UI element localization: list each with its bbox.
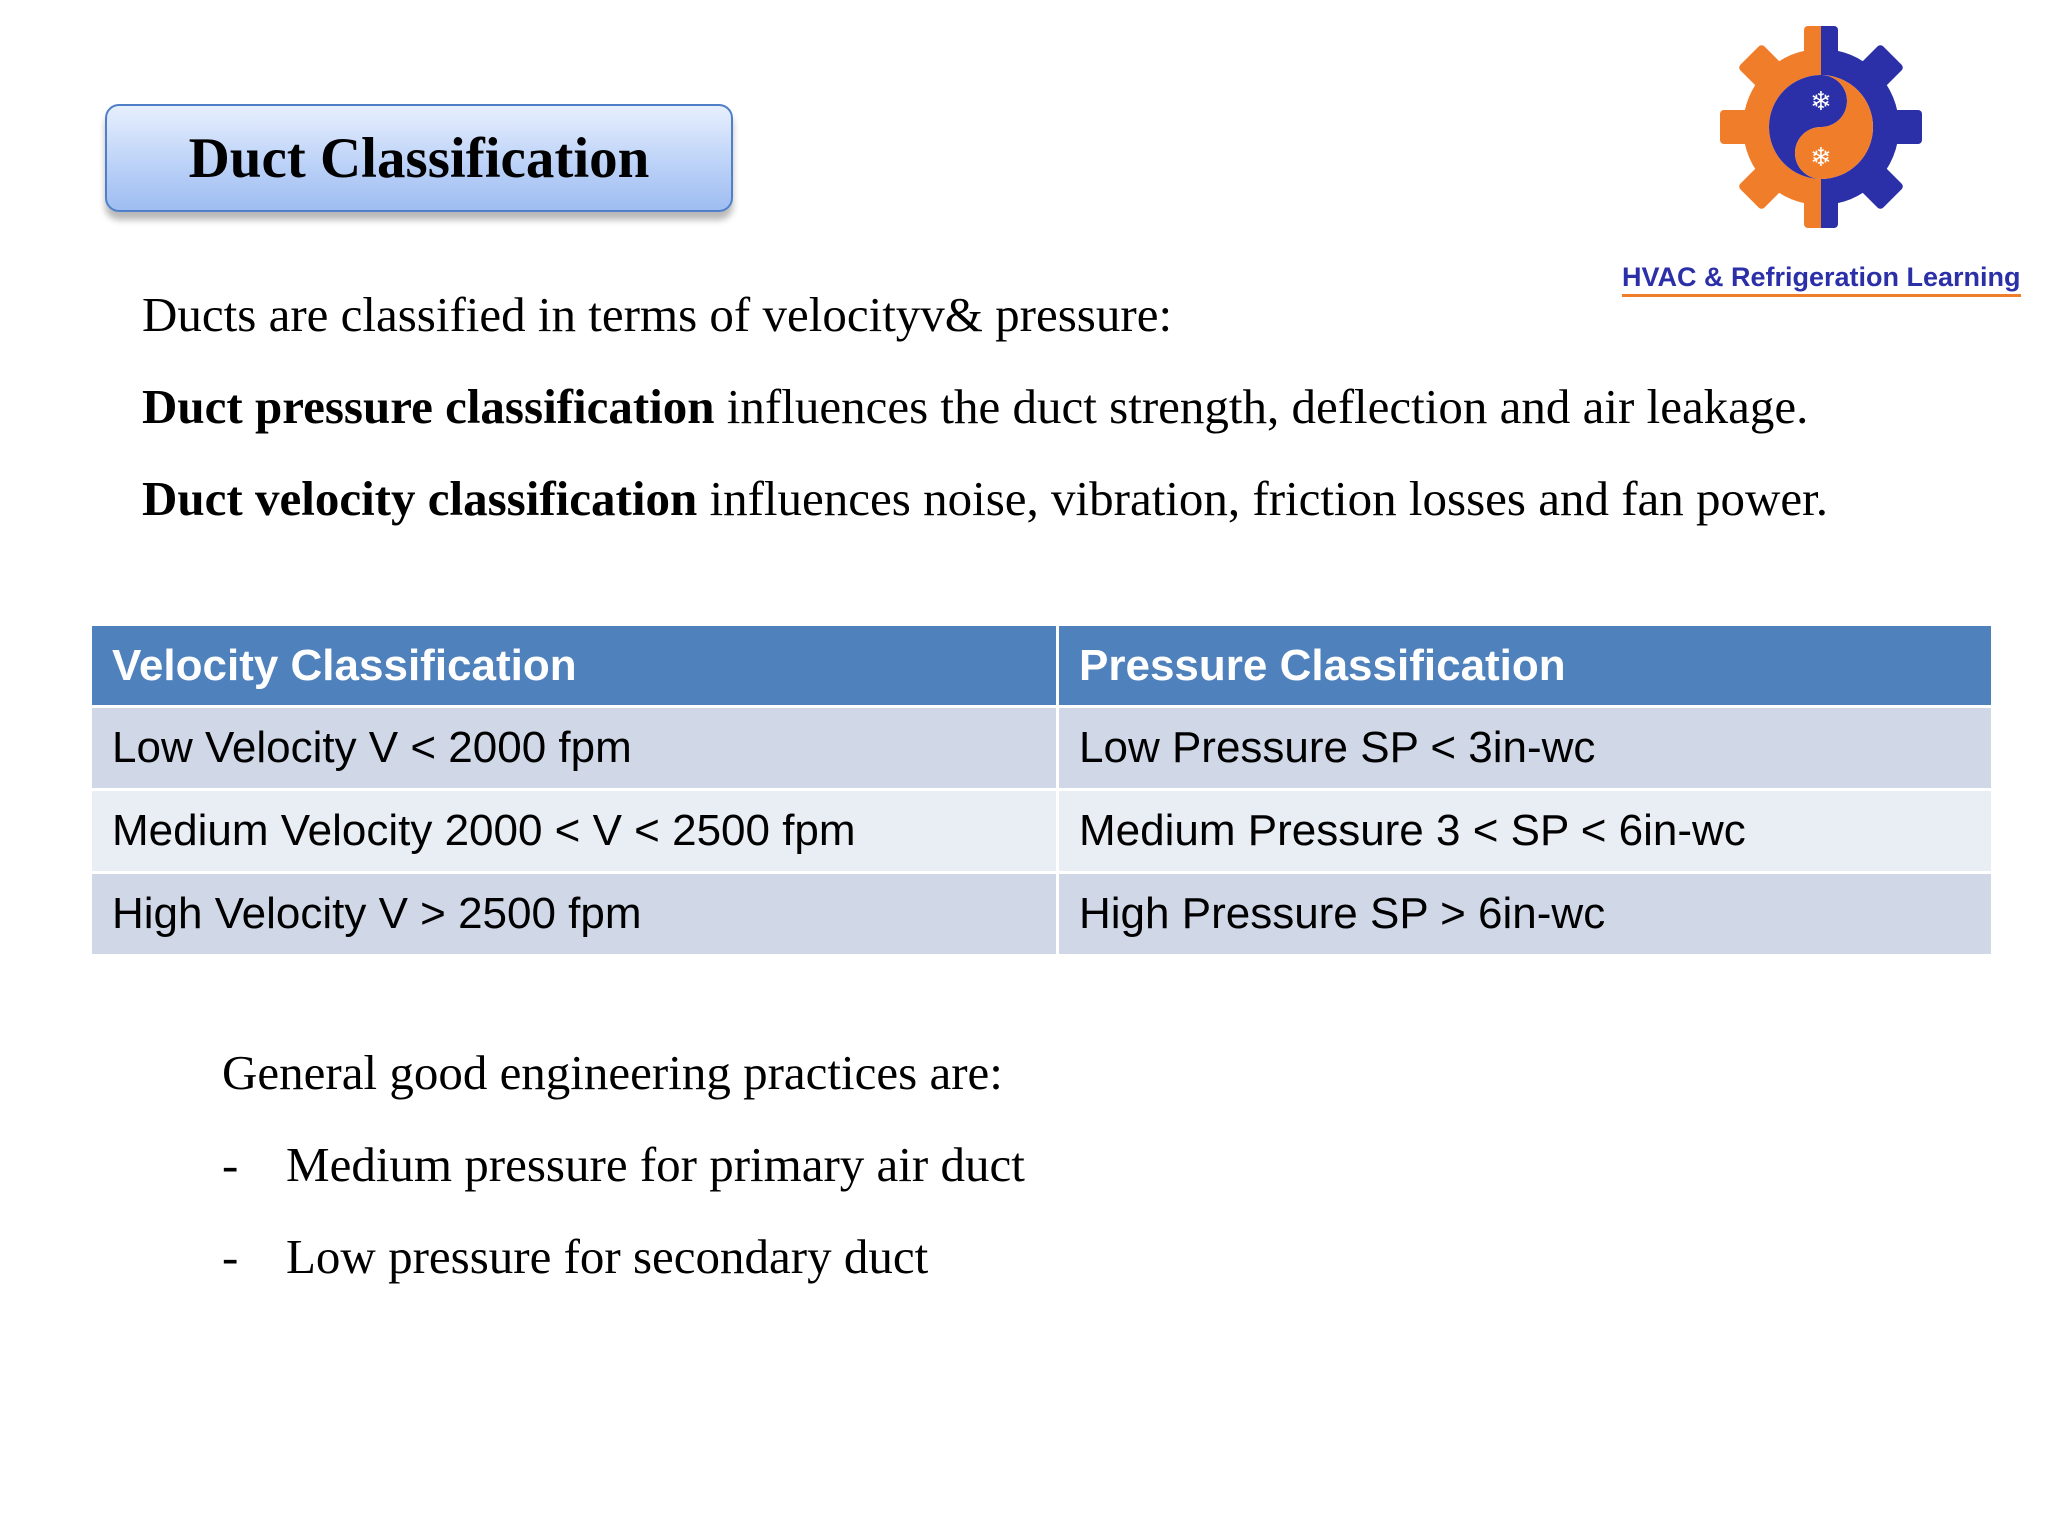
table-row — [91, 873, 1993, 956]
classification-table — [89, 623, 1994, 957]
gear-logo-icon — [1718, 24, 1924, 230]
list-item — [222, 1137, 1025, 1192]
velocity-classification-term: Duct velocity classification — [142, 471, 698, 526]
svg-text:❄: ❄ — [1810, 143, 1832, 173]
list-item — [222, 1229, 1025, 1284]
intro-line-3 — [142, 471, 2002, 526]
slide-title-box — [105, 104, 733, 212]
velocity-cell: Medium Velocity 2000 < V < 2500 fpm — [91, 790, 1058, 873]
pressure-classification-desc: influences the duct strength, deflection and air leakage. — [714, 379, 1809, 434]
list-item-text: Low pressure for secondary duct — [286, 1229, 929, 1284]
velocity-cell: Low Velocity V < 2000 fpm — [91, 707, 1058, 790]
header-velocity: Velocity Classification — [91, 625, 1058, 707]
svg-text:❄: ❄ — [1810, 87, 1832, 117]
practices-section — [222, 1045, 1025, 1324]
list-marker: - — [222, 1137, 239, 1192]
pressure-cell: Medium Pressure 3 < SP < 6in-wc — [1058, 790, 1993, 873]
list-item-text: Medium pressure for primary air duct — [286, 1137, 1025, 1192]
table-row — [91, 790, 1993, 873]
pressure-cell: Low Pressure SP < 3in-wc — [1058, 707, 1993, 790]
intro-line-1: Ducts are classified in terms of velocityv& pressure: — [142, 287, 1173, 342]
header-pressure: Pressure Classification — [1058, 625, 1993, 707]
intro-line-2 — [142, 379, 2002, 434]
hvac-logo — [1616, 24, 2034, 292]
slide-title: Duct Classification — [188, 126, 650, 190]
logo-text: HVAC & Refrigeration Learning — [1622, 262, 2021, 297]
velocity-classification-desc: influences noise, vibration, friction losses and fan power. — [697, 471, 1829, 526]
velocity-cell: High Velocity V > 2500 fpm — [91, 873, 1058, 956]
table-header-row — [91, 625, 1993, 707]
pressure-cell: High Pressure SP > 6in-wc — [1058, 873, 1993, 956]
intro-text — [142, 287, 2002, 566]
table-row — [91, 707, 1993, 790]
pressure-classification-term: Duct pressure classification — [142, 379, 715, 434]
practices-lead: General good engineering practices are: — [222, 1045, 1003, 1100]
list-marker: - — [222, 1229, 239, 1284]
